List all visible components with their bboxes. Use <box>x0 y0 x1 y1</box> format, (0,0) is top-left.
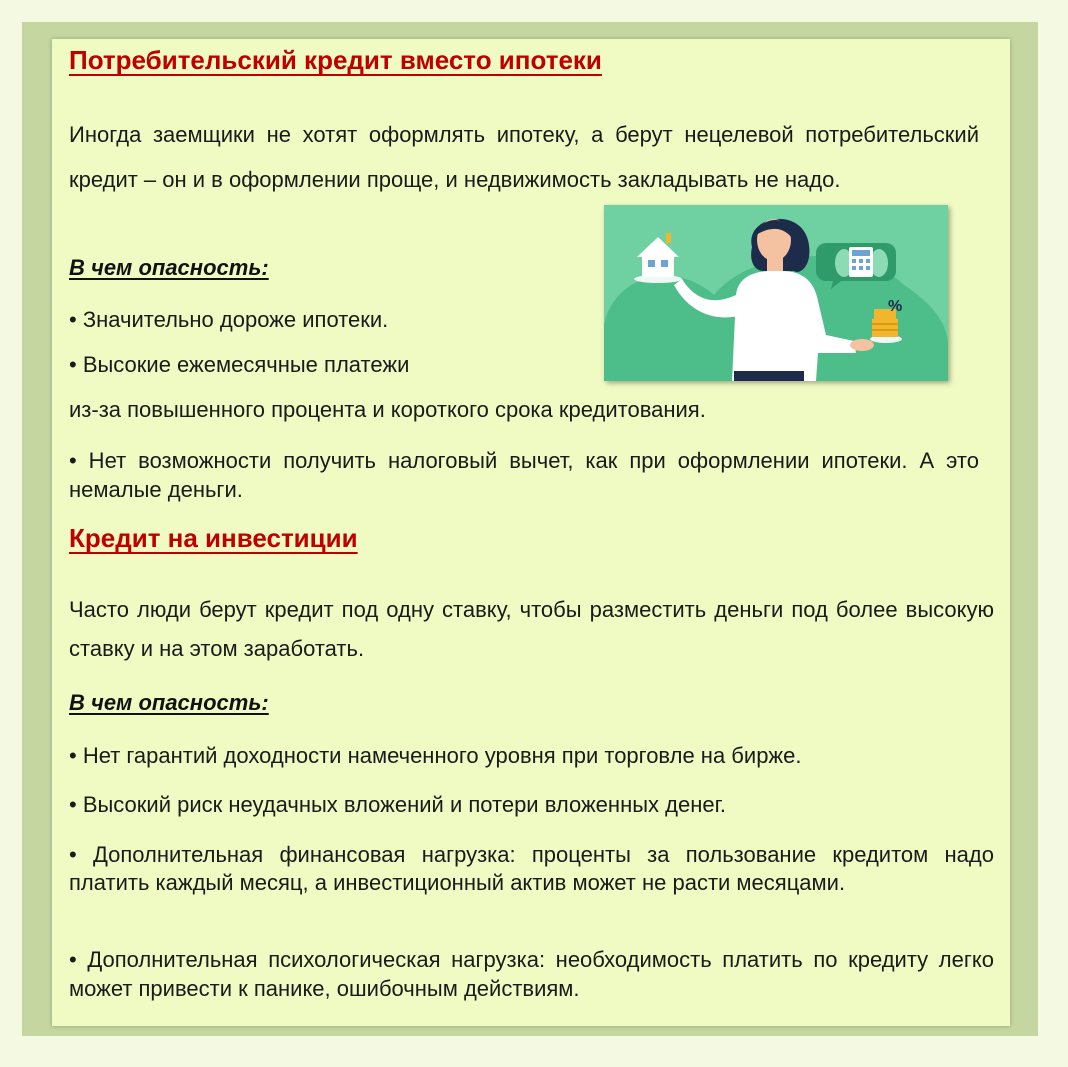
section1-bullet-3: • Нет возможности получить налоговый вычет, как при оформлении ипотеки. А это немалые деньги. <box>69 448 979 502</box>
section2-intro: Часто люди берут кредит под одну ставку, чтобы разместить деньги под более высокую ставку и на этом заработать. <box>69 597 994 661</box>
section2-danger-label: В чем опасность: <box>69 690 269 715</box>
section1-bullet-1: • Значительно дороже ипотеки. <box>69 307 389 332</box>
section1-intro: Иногда заемщики не хотят оформлять ипотеку, а берут нецелевой потребительский кредит – он и в оформлении проще, и недвижимость закладывать не надо. <box>69 122 979 192</box>
section1-bullet-2-continuation: из-за повышенного процента и короткого срока кредитования. <box>69 397 706 422</box>
section1-bullet-2: • Высокие ежемесячные платежи <box>69 352 410 377</box>
section2-bullet-1: • Нет гарантий доходности намеченного уровня при торговле на бирже. <box>69 743 802 768</box>
section2-bullet-4: • Дополнительная психологическая нагрузка: необходимость платить по кредиту легко может привести к панике, ошибочным действиям. <box>69 947 994 1001</box>
section1-danger-label: В чем опасность: <box>69 255 269 280</box>
section2-title: Кредит на инвестиции <box>69 523 358 553</box>
percent-sign: % <box>888 298 903 315</box>
section2-bullet-3: • Дополнительная финансовая нагрузка: проценты за пользование кредитом надо платить каждый месяц, а инвестиционный актив может не расти месяцами. <box>69 842 994 895</box>
section2-bullet-2: • Высокий риск неудачных вложений и потери вложенных денег. <box>69 792 727 817</box>
woman-with-house-and-coins-illustration <box>604 205 948 381</box>
section1-title: Потребительский кредит вместо ипотеки <box>69 45 602 75</box>
